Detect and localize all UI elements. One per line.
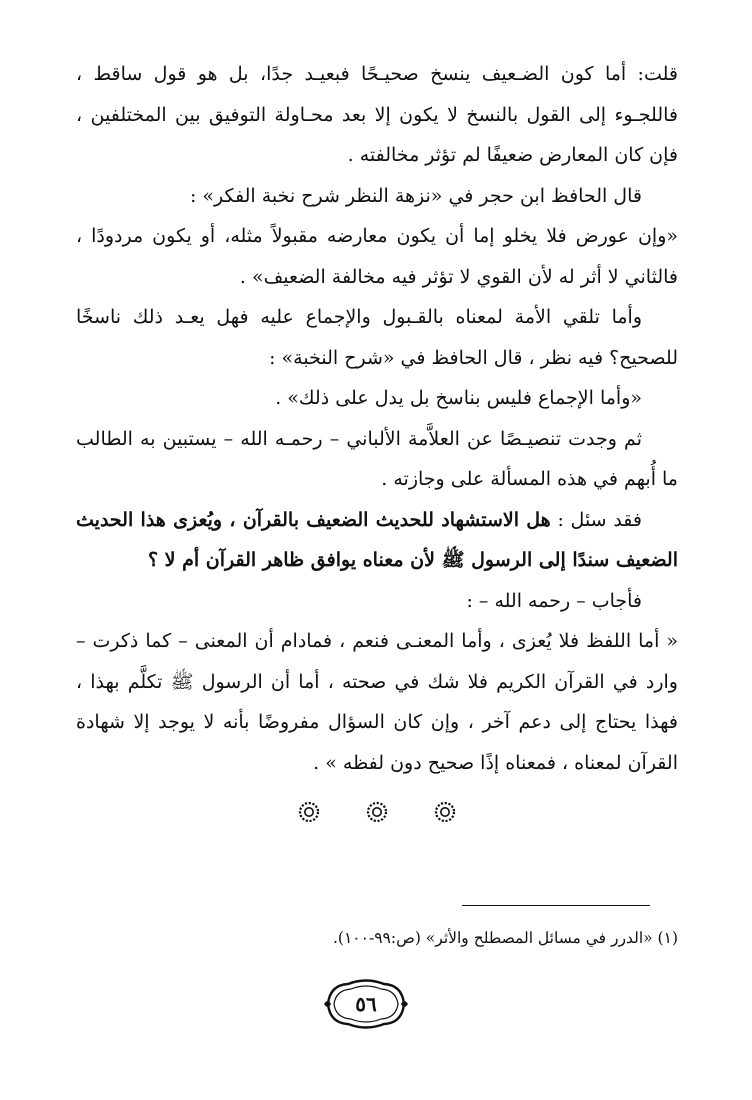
paragraph-ibn-hajar-intro: قال الحافظ ابن حجر في «نزهة النظر شرح نخبة الفكر» :	[189, 184, 642, 207]
quote-nuzhat-al-nazar: «وإن عورض فلا يخلو إما أن يكون معارضه مقبولاً مثله، أو يكون مردودًا ، فالثاني لا أثر له لأن القوي لا تؤثر فيه مخالفة الضعيف» .	[76, 225, 678, 288]
flower-ornament-icon	[366, 801, 388, 823]
question-intro: فقد سئل :	[557, 508, 642, 531]
footnote-separator	[462, 905, 650, 906]
question-paragraph	[76, 500, 678, 581]
answer-quote: « أما اللفظ فلا يُعزى ، وأما المعنـى فنعم ، فمادام أن المعنى – كما ذكرت – وارد في القرآن الكريم فلا شك في صحته ، أما أن الرسول ﷺ تكلَّم بهذا ، فهذا يحتاج إلى دعم آخر ، وإن كان السؤال مفروضًا بأنه لا يوجد إلا شهادة القرآن لمعناه ، فمعناه إذًا صحيح دون لفظه » .	[76, 630, 678, 774]
paragraph-ijma: وأما تلقي الأمة لمعناه بالقـبول والإجماع عليه فهل يعـد ذلك ناسخًا للصحيح؟ فيه نظر ، قال الحافظ في «شرح النخبة» :	[76, 306, 678, 369]
paragraph-albani-intro: ثم وجدت تنصيـصًا عن العلاَّمة الألباني – رحمـه الله – يستبين به الطالب ما أُبهم في هذه المسألة على وجازته .	[76, 427, 678, 490]
flower-ornament-icon	[298, 801, 320, 823]
section-ornaments	[76, 783, 678, 841]
page-number: ٥٦	[355, 992, 377, 1016]
answer-intro: فأجاب – رحمه الله – :	[466, 589, 642, 612]
flower-ornament-icon	[434, 801, 456, 823]
footnote: (١) «الدرر في مسائل المصطلح والأثر» (ص:٩٩-١٠٠).	[333, 929, 678, 947]
main-text	[76, 54, 678, 841]
quote-sharh-al-nukhba: «وأما الإجماع فليس بناسخ بل يدل على ذلك» .	[275, 387, 642, 409]
paragraph-comment: قلت: أما كون الضـعيف ينسخ صحيـحًا فبعيـد جدًا، بل هو قول ساقط ، فاللجـوء إلى القول بالنسخ لا يكون إلا بعد محـاولة التوفيق بين المختلفين ، فإن كان المعارض ضعيفًا لم تؤثر مخالفته .	[76, 63, 678, 166]
question-text: هل الاستشهاد للحديث الضعيف بالقرآن ، ويُعزى هذا الحديث الضعيف سندًا إلى الرسول ﷺ لأن معناه يوافق ظاهر القرآن أم لا ؟	[76, 508, 678, 571]
page-number-frame	[322, 978, 410, 1030]
